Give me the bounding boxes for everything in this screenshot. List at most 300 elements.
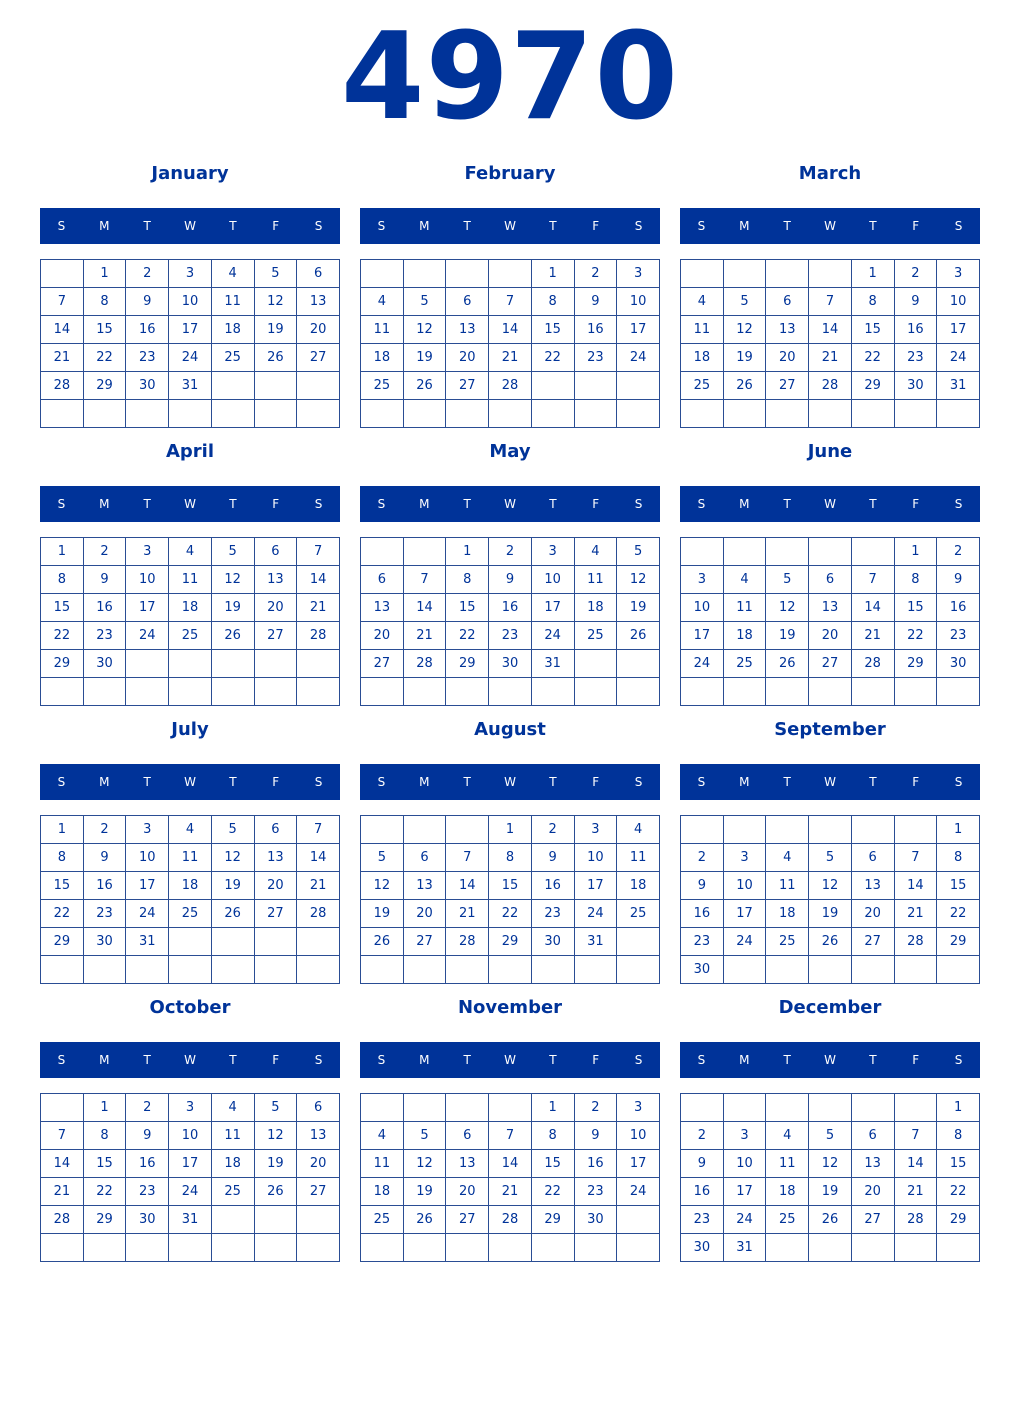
- week-row: [41, 956, 340, 984]
- empty-day-cell: [126, 1234, 169, 1262]
- day-cell: 28: [297, 622, 340, 650]
- day-cell: 30: [894, 372, 937, 400]
- day-cell: 11: [766, 1150, 809, 1178]
- empty-day-cell: [254, 650, 297, 678]
- day-cell: 28: [894, 1206, 937, 1234]
- empty-day-cell: [723, 816, 766, 844]
- weekday-label: T: [869, 219, 877, 233]
- day-cell: 1: [41, 816, 84, 844]
- day-cell: 20: [851, 900, 894, 928]
- day-cell: 19: [809, 900, 852, 928]
- day-cell: 18: [723, 622, 766, 650]
- week-row: [681, 900, 980, 928]
- day-cell: 3: [617, 260, 660, 288]
- day-cell: 27: [851, 1206, 894, 1234]
- day-cell: 4: [169, 538, 212, 566]
- weekday-label: W: [504, 775, 516, 789]
- week-row: [361, 844, 660, 872]
- day-cell: 15: [446, 594, 489, 622]
- day-cell: 26: [361, 928, 404, 956]
- day-cell: 6: [766, 288, 809, 316]
- day-cell: 16: [937, 594, 980, 622]
- day-cell: 9: [126, 1122, 169, 1150]
- day-cell: 11: [681, 316, 724, 344]
- weekday-label: W: [184, 775, 196, 789]
- day-cell: 11: [617, 844, 660, 872]
- empty-day-cell: [723, 1094, 766, 1122]
- day-cell: 23: [574, 344, 617, 372]
- weekday-label: W: [504, 219, 516, 233]
- day-cell: 14: [297, 566, 340, 594]
- day-cell: 8: [446, 566, 489, 594]
- day-cell: 6: [254, 538, 297, 566]
- day-cell: 27: [361, 650, 404, 678]
- empty-day-cell: [41, 1234, 84, 1262]
- empty-day-cell: [169, 1234, 212, 1262]
- day-cell: 17: [574, 872, 617, 900]
- day-cell: 20: [297, 1150, 340, 1178]
- day-cell: 29: [83, 372, 126, 400]
- week-row: [41, 1234, 340, 1262]
- day-cell: 10: [617, 288, 660, 316]
- day-cell: 26: [809, 1206, 852, 1234]
- day-cell: 25: [617, 900, 660, 928]
- day-cell: 24: [681, 650, 724, 678]
- empty-day-cell: [403, 400, 446, 428]
- empty-day-cell: [361, 956, 404, 984]
- weekday-header: [360, 1042, 660, 1078]
- day-cell: 8: [937, 1122, 980, 1150]
- weekday-label: T: [229, 219, 237, 233]
- day-cell: 24: [617, 344, 660, 372]
- day-cell: 22: [41, 900, 84, 928]
- week-row: [41, 538, 340, 566]
- day-cell: 30: [937, 650, 980, 678]
- day-cell: 5: [211, 538, 254, 566]
- day-cell: 1: [489, 816, 532, 844]
- week-row: [681, 400, 980, 428]
- day-cell: 7: [403, 566, 446, 594]
- day-cell: 2: [937, 538, 980, 566]
- day-cell: 30: [126, 372, 169, 400]
- weekday-label: T: [869, 1053, 877, 1067]
- day-cell: 6: [446, 288, 489, 316]
- weekday-label: F: [592, 497, 600, 511]
- day-cell: 15: [531, 1150, 574, 1178]
- week-row: [361, 1150, 660, 1178]
- day-cell: 29: [41, 650, 84, 678]
- day-cell: 9: [126, 288, 169, 316]
- month-title: June: [807, 441, 853, 462]
- weekday-label: S: [634, 1053, 643, 1067]
- month-title: December: [778, 997, 882, 1018]
- week-row: [361, 1206, 660, 1234]
- day-cell: 1: [41, 538, 84, 566]
- day-cell: 3: [169, 1094, 212, 1122]
- week-row: [41, 650, 340, 678]
- day-cell: 11: [169, 844, 212, 872]
- weekday-label: F: [912, 219, 920, 233]
- empty-day-cell: [254, 678, 297, 706]
- week-row: [361, 1122, 660, 1150]
- week-row: [681, 678, 980, 706]
- empty-day-cell: [574, 956, 617, 984]
- empty-day-cell: [403, 1094, 446, 1122]
- week-row: [361, 1178, 660, 1206]
- day-cell: 5: [254, 260, 297, 288]
- week-row: [361, 594, 660, 622]
- day-cell: 30: [574, 1206, 617, 1234]
- empty-day-cell: [681, 260, 724, 288]
- day-cell: 31: [531, 650, 574, 678]
- week-row: [361, 678, 660, 706]
- day-cell: 20: [361, 622, 404, 650]
- day-cell: 1: [937, 816, 980, 844]
- empty-day-cell: [126, 650, 169, 678]
- day-cell: 25: [574, 622, 617, 650]
- day-cell: 19: [809, 1178, 852, 1206]
- empty-day-cell: [766, 260, 809, 288]
- day-cell: 21: [894, 900, 937, 928]
- day-cell: 12: [617, 566, 660, 594]
- day-cell: 23: [894, 344, 937, 372]
- weekday-label: S: [954, 1053, 963, 1067]
- day-cell: 16: [894, 316, 937, 344]
- day-cell: 4: [766, 1122, 809, 1150]
- empty-day-cell: [41, 956, 84, 984]
- week-row: [681, 928, 980, 956]
- day-cell: 1: [531, 1094, 574, 1122]
- empty-day-cell: [809, 816, 852, 844]
- day-cell: 21: [297, 594, 340, 622]
- empty-day-cell: [851, 1234, 894, 1262]
- day-cell: 23: [83, 900, 126, 928]
- day-cell: 18: [361, 344, 404, 372]
- empty-day-cell: [937, 678, 980, 706]
- day-cell: 9: [489, 566, 532, 594]
- day-cell: 15: [41, 872, 84, 900]
- day-cell: 8: [41, 566, 84, 594]
- day-cell: 16: [489, 594, 532, 622]
- week-row: [681, 288, 980, 316]
- weekday-header: [360, 764, 660, 800]
- empty-day-cell: [723, 400, 766, 428]
- day-cell: 11: [574, 566, 617, 594]
- weekday-label: F: [272, 219, 280, 233]
- day-cell: 6: [809, 566, 852, 594]
- day-cell: 28: [297, 900, 340, 928]
- day-cell: 10: [126, 566, 169, 594]
- week-row: [681, 1234, 980, 1262]
- week-row: [361, 372, 660, 400]
- weekday-label: M: [99, 219, 110, 233]
- day-cell: 23: [574, 1178, 617, 1206]
- day-cell: 27: [809, 650, 852, 678]
- empty-day-cell: [574, 678, 617, 706]
- empty-day-cell: [681, 816, 724, 844]
- day-cell: 1: [531, 260, 574, 288]
- empty-day-cell: [723, 538, 766, 566]
- day-cell: 31: [723, 1234, 766, 1262]
- empty-day-cell: [574, 1234, 617, 1262]
- empty-day-cell: [681, 538, 724, 566]
- day-cell: 27: [254, 900, 297, 928]
- empty-day-cell: [531, 372, 574, 400]
- empty-day-cell: [894, 678, 937, 706]
- day-cell: 11: [766, 872, 809, 900]
- day-cell: 14: [297, 844, 340, 872]
- day-cell: 15: [83, 316, 126, 344]
- empty-day-cell: [851, 538, 894, 566]
- day-cell: 7: [489, 288, 532, 316]
- empty-day-cell: [446, 1094, 489, 1122]
- week-row: [41, 372, 340, 400]
- day-cell: 19: [254, 1150, 297, 1178]
- day-cell: 17: [723, 1178, 766, 1206]
- day-cell: 13: [766, 316, 809, 344]
- day-cell: 25: [211, 1178, 254, 1206]
- weekday-label: M: [99, 497, 110, 511]
- day-cell: 20: [254, 594, 297, 622]
- day-cell: 7: [297, 538, 340, 566]
- day-cell: 22: [531, 344, 574, 372]
- day-cell: 22: [489, 900, 532, 928]
- day-cell: 19: [403, 344, 446, 372]
- day-cell: 2: [83, 538, 126, 566]
- week-row: [681, 1094, 980, 1122]
- weekday-header: [680, 764, 980, 800]
- day-cell: 22: [83, 1178, 126, 1206]
- empty-day-cell: [617, 400, 660, 428]
- day-cell: 23: [126, 344, 169, 372]
- day-cell: 17: [126, 872, 169, 900]
- weekday-label: W: [824, 219, 836, 233]
- day-cell: 30: [83, 928, 126, 956]
- empty-day-cell: [297, 956, 340, 984]
- weekday-label: M: [99, 1053, 110, 1067]
- day-cell: 19: [723, 344, 766, 372]
- day-cell: 21: [403, 622, 446, 650]
- month-april: [40, 440, 340, 710]
- day-cell: 15: [83, 1150, 126, 1178]
- week-row: [361, 928, 660, 956]
- week-row: [681, 260, 980, 288]
- empty-day-cell: [766, 538, 809, 566]
- day-cell: 16: [126, 1150, 169, 1178]
- day-cell: 28: [41, 1206, 84, 1234]
- empty-day-cell: [169, 678, 212, 706]
- empty-day-cell: [254, 1206, 297, 1234]
- week-row: [681, 622, 980, 650]
- empty-day-cell: [766, 816, 809, 844]
- day-cell: 28: [489, 372, 532, 400]
- day-cell: 18: [681, 344, 724, 372]
- empty-day-cell: [446, 400, 489, 428]
- empty-day-cell: [766, 678, 809, 706]
- day-cell: 3: [937, 260, 980, 288]
- empty-day-cell: [809, 400, 852, 428]
- day-cell: 17: [531, 594, 574, 622]
- day-cell: 20: [851, 1178, 894, 1206]
- empty-day-cell: [809, 956, 852, 984]
- empty-day-cell: [254, 1234, 297, 1262]
- day-cell: 13: [446, 316, 489, 344]
- day-cell: 29: [937, 928, 980, 956]
- weekday-label: T: [549, 219, 557, 233]
- empty-day-cell: [254, 400, 297, 428]
- day-cell: 15: [531, 316, 574, 344]
- day-cell: 14: [446, 872, 489, 900]
- week-row: [681, 1206, 980, 1234]
- day-cell: 29: [937, 1206, 980, 1234]
- day-cell: 1: [894, 538, 937, 566]
- day-cell: 6: [297, 1094, 340, 1122]
- day-cell: 10: [723, 1150, 766, 1178]
- day-grid: [360, 815, 660, 984]
- day-cell: 6: [851, 844, 894, 872]
- day-cell: 18: [766, 1178, 809, 1206]
- weekday-label: S: [57, 1053, 66, 1067]
- weekday-label: S: [954, 497, 963, 511]
- weekday-label: T: [143, 775, 151, 789]
- month-title: July: [171, 719, 209, 740]
- day-cell: 30: [83, 650, 126, 678]
- day-cell: 6: [361, 566, 404, 594]
- day-cell: 12: [403, 316, 446, 344]
- weekday-header: [40, 1042, 340, 1078]
- weekday-label: F: [912, 1053, 920, 1067]
- day-cell: 2: [681, 844, 724, 872]
- weekday-label: S: [697, 497, 706, 511]
- day-cell: 27: [446, 372, 489, 400]
- day-cell: 7: [894, 1122, 937, 1150]
- day-cell: 13: [254, 566, 297, 594]
- month-january: [40, 162, 340, 432]
- empty-day-cell: [83, 956, 126, 984]
- weekday-header: [360, 486, 660, 522]
- day-cell: 17: [617, 316, 660, 344]
- empty-day-cell: [937, 400, 980, 428]
- empty-day-cell: [723, 678, 766, 706]
- day-cell: 17: [126, 594, 169, 622]
- day-cell: 3: [531, 538, 574, 566]
- day-cell: 9: [531, 844, 574, 872]
- day-cell: 18: [617, 872, 660, 900]
- day-cell: 26: [211, 622, 254, 650]
- day-cell: 4: [211, 260, 254, 288]
- day-cell: 24: [937, 344, 980, 372]
- weekday-label: F: [912, 497, 920, 511]
- empty-day-cell: [361, 538, 404, 566]
- week-row: [361, 816, 660, 844]
- week-row: [41, 928, 340, 956]
- day-cell: 16: [574, 316, 617, 344]
- day-cell: 8: [531, 288, 574, 316]
- weekday-label: T: [869, 497, 877, 511]
- day-cell: 7: [41, 1122, 84, 1150]
- day-cell: 18: [169, 594, 212, 622]
- day-cell: 23: [681, 928, 724, 956]
- day-cell: 7: [297, 816, 340, 844]
- day-cell: 25: [723, 650, 766, 678]
- day-cell: 5: [617, 538, 660, 566]
- empty-day-cell: [403, 678, 446, 706]
- weekday-label: T: [869, 775, 877, 789]
- empty-day-cell: [617, 956, 660, 984]
- day-cell: 4: [681, 288, 724, 316]
- week-row: [681, 344, 980, 372]
- weekday-label: S: [377, 1053, 386, 1067]
- week-row: [681, 816, 980, 844]
- week-row: [41, 594, 340, 622]
- week-row: [41, 400, 340, 428]
- weekday-label: W: [184, 1053, 196, 1067]
- day-cell: 19: [617, 594, 660, 622]
- day-cell: 3: [126, 538, 169, 566]
- weekday-label: S: [377, 497, 386, 511]
- day-cell: 28: [489, 1206, 532, 1234]
- day-grid: [680, 815, 980, 984]
- empty-day-cell: [83, 1234, 126, 1262]
- day-cell: 3: [723, 844, 766, 872]
- empty-day-cell: [809, 538, 852, 566]
- empty-day-cell: [766, 1094, 809, 1122]
- day-grid: [360, 259, 660, 428]
- weekday-label: S: [634, 775, 643, 789]
- day-cell: 9: [681, 1150, 724, 1178]
- week-row: [681, 844, 980, 872]
- day-cell: 4: [723, 566, 766, 594]
- day-cell: 14: [851, 594, 894, 622]
- weekday-label: S: [697, 775, 706, 789]
- month-title: April: [165, 441, 215, 462]
- weekday-label: S: [314, 775, 323, 789]
- month-october: [40, 996, 340, 1266]
- week-row: [361, 1234, 660, 1262]
- empty-day-cell: [169, 400, 212, 428]
- weekday-label: S: [634, 497, 643, 511]
- day-cell: 10: [169, 1122, 212, 1150]
- empty-day-cell: [809, 678, 852, 706]
- day-cell: 24: [531, 622, 574, 650]
- empty-day-cell: [894, 400, 937, 428]
- week-row: [681, 1150, 980, 1178]
- week-row: [361, 316, 660, 344]
- empty-day-cell: [403, 956, 446, 984]
- empty-day-cell: [766, 956, 809, 984]
- day-cell: 21: [894, 1178, 937, 1206]
- empty-day-cell: [617, 928, 660, 956]
- empty-day-cell: [937, 956, 980, 984]
- empty-day-cell: [446, 260, 489, 288]
- empty-day-cell: [489, 400, 532, 428]
- weekday-label: S: [57, 219, 66, 233]
- weekday-header: [360, 208, 660, 244]
- day-cell: 17: [169, 1150, 212, 1178]
- day-cell: 31: [169, 1206, 212, 1234]
- day-cell: 23: [937, 622, 980, 650]
- day-cell: 11: [211, 1122, 254, 1150]
- day-grid: [680, 259, 980, 428]
- month-november: [360, 996, 660, 1266]
- empty-day-cell: [851, 956, 894, 984]
- week-row: [41, 1178, 340, 1206]
- day-grid: [40, 815, 340, 984]
- day-cell: 10: [681, 594, 724, 622]
- day-cell: 11: [169, 566, 212, 594]
- day-cell: 16: [574, 1150, 617, 1178]
- day-cell: 22: [446, 622, 489, 650]
